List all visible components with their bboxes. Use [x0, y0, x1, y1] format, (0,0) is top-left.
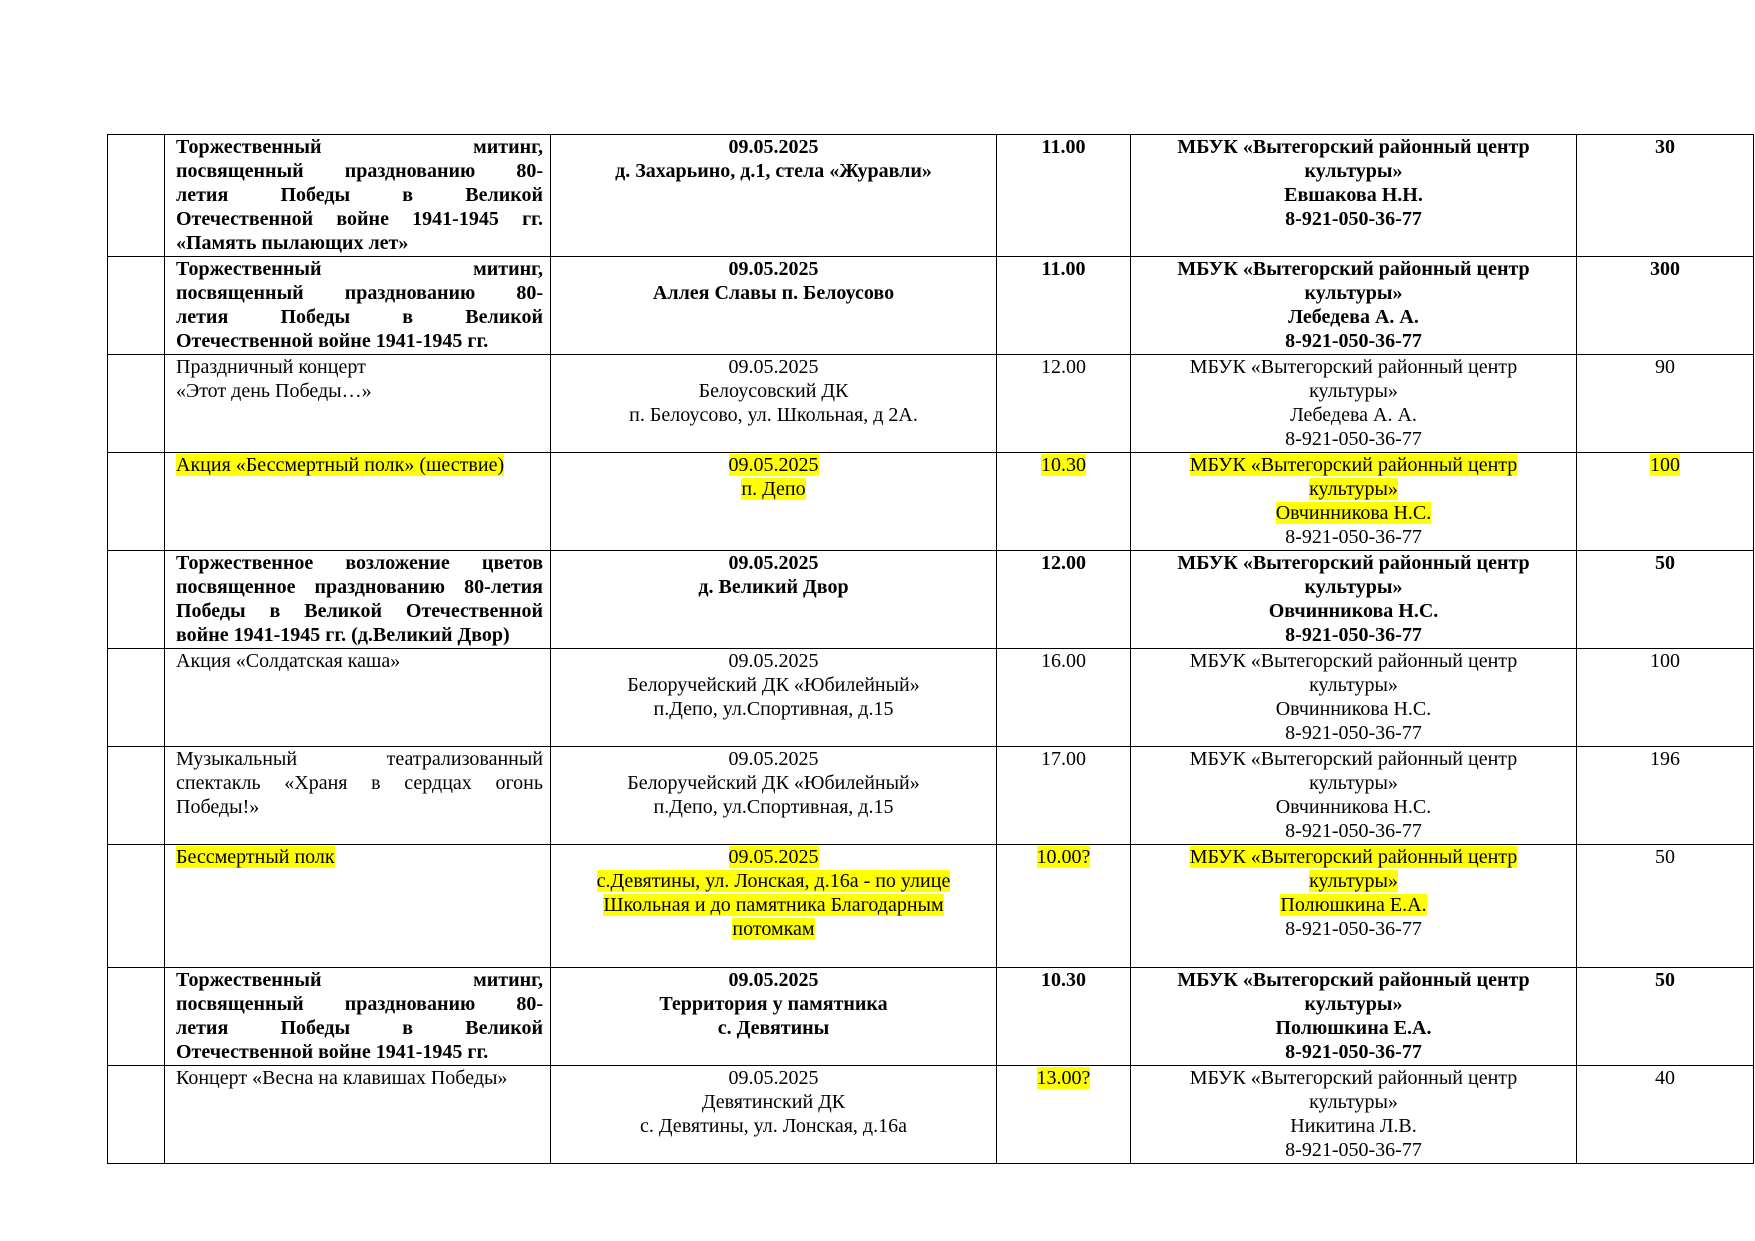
table-row [108, 453, 1754, 551]
organizer-name: культуры» [1309, 1091, 1398, 1113]
event-name-line [176, 1016, 543, 1040]
event-time: 16.00 [1041, 650, 1086, 672]
table-row [108, 355, 1754, 453]
event-name-line [176, 771, 543, 795]
event-name-text: посвященный празднованию 80- [176, 160, 543, 182]
event-name-line [176, 281, 543, 305]
table-row [108, 257, 1754, 355]
events-table [107, 134, 1754, 1164]
organizer-cell [1131, 551, 1577, 649]
time-cell [997, 845, 1131, 968]
event-name-line [176, 1040, 543, 1064]
event-name-line [176, 599, 543, 623]
event-place: п. Белоусово, ул. Школьная, д 2А. [629, 404, 918, 426]
row-number-cell [108, 355, 165, 453]
event-name-text: посвященный празднованию 80- [176, 282, 543, 304]
event-name-cell [165, 551, 551, 649]
event-name-line [176, 992, 543, 1016]
event-place: Девятинский ДК [701, 1091, 846, 1113]
events-table-body [108, 135, 1754, 1164]
participants-count: 50 [1655, 969, 1675, 991]
event-name-cell [165, 1066, 551, 1164]
organizer-name: МБУК «Вытегорский районный центр [1177, 969, 1530, 991]
row-number-cell [108, 257, 165, 355]
date-place-cell [551, 355, 997, 453]
event-date: 09.05.2025 [728, 650, 819, 672]
participants-count: 196 [1650, 748, 1680, 770]
event-time: 11.00 [1041, 258, 1086, 280]
participants-cell [1577, 968, 1754, 1066]
event-name-line [176, 305, 543, 329]
event-name-line [176, 747, 543, 771]
organizer-phone: 8-921-050-36-77 [1285, 330, 1422, 352]
organizer-name: культуры» [1304, 993, 1403, 1015]
organizer-cell [1131, 257, 1577, 355]
event-place: Белоручейский ДК «Юбилейный» [627, 674, 920, 696]
time-cell [997, 1066, 1131, 1164]
event-time: 10.00? [1036, 846, 1091, 868]
event-name-line [176, 379, 543, 403]
event-name-line [176, 795, 543, 819]
event-name-line [176, 231, 543, 255]
date-place-cell [551, 257, 997, 355]
organizer-name: МБУК «Вытегорский районный центр [1177, 258, 1530, 280]
organizer-name: культуры» [1309, 674, 1398, 696]
organizer-phone: 8-921-050-36-77 [1285, 820, 1422, 842]
event-name-cell [165, 355, 551, 453]
organizer-cell [1131, 1066, 1577, 1164]
participants-cell [1577, 649, 1754, 747]
event-name-cell [165, 968, 551, 1066]
organizer-phone: 8-921-050-36-77 [1285, 624, 1422, 646]
event-time: 12.00 [1041, 356, 1086, 378]
event-name-text: войне 1941-1945 гг. (д.Великий Двор) [176, 624, 510, 646]
row-number-cell [108, 135, 165, 257]
event-date: 09.05.2025 [728, 258, 819, 280]
participants-count: 100 [1650, 454, 1680, 476]
participants-count: 30 [1655, 136, 1675, 158]
organizer-name: культуры» [1309, 380, 1398, 402]
event-place: с. Девятины [717, 1017, 830, 1039]
organizer-name: культуры» [1304, 576, 1403, 598]
time-cell [997, 649, 1131, 747]
event-name-line [176, 183, 543, 207]
event-name-text: Бессмертный полк [176, 846, 335, 868]
date-place-cell [551, 453, 997, 551]
organizer-phone: 8-921-050-36-77 [1285, 1139, 1422, 1161]
organizer-phone: 8-921-050-36-77 [1285, 1041, 1422, 1063]
event-date: 09.05.2025 [728, 454, 819, 476]
row-number-cell [108, 968, 165, 1066]
event-time: 17.00 [1041, 748, 1086, 770]
organizer-name: культуры» [1304, 160, 1403, 182]
participants-count: 300 [1650, 258, 1680, 280]
participants-cell [1577, 355, 1754, 453]
event-place: с.Девятины, ул. Лонская, д.16а - по улице [596, 870, 951, 892]
time-cell [997, 257, 1131, 355]
event-place: п. Депо [741, 478, 806, 500]
event-name-line [176, 551, 543, 575]
table-row [108, 135, 1754, 257]
table-row [108, 845, 1754, 968]
event-place: д. Великий Двор [698, 576, 849, 598]
participants-cell [1577, 551, 1754, 649]
event-name-text: посвященное празднованию 80-летия [176, 576, 543, 598]
date-place-cell [551, 845, 997, 968]
event-name-line [176, 135, 543, 159]
date-place-cell [551, 135, 997, 257]
event-name-text: Победы!» [176, 796, 260, 818]
event-time: 11.00 [1041, 136, 1086, 158]
event-name-text: Победы в Великой Отечественной [176, 600, 543, 622]
event-date: 09.05.2025 [728, 1067, 819, 1089]
organizer-contact: Евшакова Н.Н. [1284, 184, 1423, 206]
event-place: Школьная и до памятника Благодарным [603, 894, 944, 916]
event-place: Территория у памятника [659, 993, 888, 1015]
organizer-contact: Лебедева А. А. [1288, 306, 1419, 328]
participants-count: 90 [1655, 356, 1675, 378]
event-date: 09.05.2025 [728, 356, 819, 378]
date-place-cell [551, 551, 997, 649]
participants-cell [1577, 453, 1754, 551]
organizer-name: культуры» [1309, 772, 1398, 794]
time-cell [997, 968, 1131, 1066]
time-cell [997, 355, 1131, 453]
event-name-text: Концерт «Весна на клавишах Победы» [176, 1067, 508, 1089]
organizer-name: МБУК «Вытегорский районный центр [1189, 1067, 1518, 1089]
event-date: 09.05.2025 [728, 969, 819, 991]
event-name-line [176, 623, 543, 647]
organizer-phone: 8-921-050-36-77 [1285, 722, 1422, 744]
row-number-cell [108, 453, 165, 551]
event-name-text: Торжественное возложение цветов [176, 552, 543, 574]
event-place: с. Девятины, ул. Лонская, д.16а [640, 1115, 907, 1137]
organizer-contact: Овчинникова Н.С. [1275, 796, 1432, 818]
event-name-cell [165, 257, 551, 355]
table-row [108, 1066, 1754, 1164]
organizer-cell [1131, 135, 1577, 257]
organizer-name: МБУК «Вытегорский районный центр [1177, 552, 1530, 574]
organizer-contact: Овчинникова Н.С. [1275, 502, 1432, 524]
event-name-text: Акция «Солдатская каша» [176, 650, 401, 672]
event-name-text: спектакль «Храня в сердцах огонь [176, 772, 543, 794]
event-time: 13.00? [1036, 1067, 1091, 1089]
organizer-name: культуры» [1304, 282, 1403, 304]
event-name-text: Праздничный концерт [176, 356, 366, 378]
organizer-phone: 8-921-050-36-77 [1285, 918, 1422, 940]
table-row [108, 968, 1754, 1066]
event-place: Белоручейский ДК «Юбилейный» [627, 772, 920, 794]
time-cell [997, 453, 1131, 551]
event-time: 10.30 [1041, 454, 1086, 476]
event-name-text: Отечественной войне 1941-1945 гг. [176, 330, 489, 352]
table-row [108, 551, 1754, 649]
row-number-cell [108, 649, 165, 747]
event-place: д. Захарьино, д.1, стела «Журавли» [615, 160, 932, 182]
event-name-cell [165, 649, 551, 747]
event-place: Аллея Славы п. Белоусово [652, 282, 895, 304]
date-place-cell [551, 1066, 997, 1164]
participants-count: 40 [1655, 1067, 1675, 1089]
event-name-text: Торжественный митинг, [176, 136, 543, 158]
participants-count: 50 [1655, 846, 1675, 868]
event-name-text: посвященный празднованию 80- [176, 993, 543, 1015]
organizer-contact: Овчинникова Н.С. [1268, 600, 1439, 622]
organizer-contact: Полюшкина Е.А. [1275, 1017, 1432, 1039]
event-name-text: Отечественной войне 1941-1945 гг. [176, 1041, 489, 1063]
event-name-text: «Память пылающих лет» [176, 232, 409, 254]
organizer-phone: 8-921-050-36-77 [1285, 526, 1422, 548]
event-place: Белоусовский ДК [698, 380, 849, 402]
event-date: 09.05.2025 [728, 748, 819, 770]
event-name-line [176, 1066, 543, 1090]
event-time: 10.30 [1041, 969, 1086, 991]
event-name-text: Музыкальный театрализованный [176, 748, 543, 770]
event-name-line [176, 159, 543, 183]
participants-cell [1577, 1066, 1754, 1164]
event-name-text: летия Победы в Великой [176, 306, 543, 328]
event-name-text: летия Победы в Великой [176, 1017, 543, 1039]
event-place: потомкам [732, 918, 815, 940]
participants-count: 100 [1650, 650, 1680, 672]
organizer-cell [1131, 747, 1577, 845]
time-cell [997, 135, 1131, 257]
organizer-name: МБУК «Вытегорский районный центр [1189, 454, 1518, 476]
participants-cell [1577, 135, 1754, 257]
organizer-cell [1131, 649, 1577, 747]
row-number-cell [108, 747, 165, 845]
event-name-line [176, 845, 543, 869]
row-number-cell [108, 551, 165, 649]
participants-count: 50 [1655, 552, 1675, 574]
event-name-text: летия Победы в Великой [176, 184, 543, 206]
organizer-contact: Овчинникова Н.С. [1275, 698, 1432, 720]
event-name-line [176, 207, 543, 231]
organizer-name: МБУК «Вытегорский районный центр [1189, 846, 1518, 868]
event-name-line [176, 968, 543, 992]
organizer-cell [1131, 845, 1577, 968]
event-name-line [176, 257, 543, 281]
event-name-line [176, 575, 543, 599]
organizer-name: культуры» [1309, 478, 1398, 500]
event-name-cell [165, 747, 551, 845]
organizer-name: МБУК «Вытегорский районный центр [1189, 650, 1518, 672]
organizer-contact: Никитина Л.В. [1290, 1115, 1417, 1137]
organizer-contact: Лебедева А. А. [1290, 404, 1417, 426]
table-row [108, 649, 1754, 747]
event-name-line [176, 649, 543, 673]
date-place-cell [551, 968, 997, 1066]
organizer-cell [1131, 355, 1577, 453]
organizer-phone: 8-921-050-36-77 [1285, 428, 1422, 450]
date-place-cell [551, 649, 997, 747]
event-date: 09.05.2025 [728, 136, 819, 158]
row-number-cell [108, 845, 165, 968]
time-cell [997, 551, 1131, 649]
organizer-name: МБУК «Вытегорский районный центр [1189, 748, 1518, 770]
event-name-cell [165, 845, 551, 968]
organizer-contact: Полюшкина Е.А. [1280, 894, 1427, 916]
event-name-text: Отечественной войне 1941-1945 гг. [176, 208, 543, 230]
event-date: 09.05.2025 [728, 552, 819, 574]
event-name-cell [165, 453, 551, 551]
organizer-name: культуры» [1309, 870, 1398, 892]
event-name-text: Торжественный митинг, [176, 969, 543, 991]
event-name-cell [165, 135, 551, 257]
participants-cell [1577, 747, 1754, 845]
event-place: п.Депо, ул.Спортивная, д.15 [653, 796, 894, 818]
organizer-name: МБУК «Вытегорский районный центр [1189, 356, 1518, 378]
event-name-text: «Этот день Победы…» [176, 380, 372, 402]
time-cell [997, 747, 1131, 845]
event-date: 09.05.2025 [728, 846, 819, 868]
event-name-text: Торжественный митинг, [176, 258, 543, 280]
row-number-cell [108, 1066, 165, 1164]
organizer-cell [1131, 968, 1577, 1066]
participants-cell [1577, 257, 1754, 355]
event-time: 12.00 [1041, 552, 1086, 574]
date-place-cell [551, 747, 997, 845]
event-name-text: Акция «Бессмертный полк» (шествие) [176, 454, 505, 476]
event-name-line [176, 453, 543, 477]
organizer-cell [1131, 453, 1577, 551]
table-row [108, 747, 1754, 845]
event-place: п.Депо, ул.Спортивная, д.15 [653, 698, 894, 720]
organizer-name: МБУК «Вытегорский районный центр [1177, 136, 1530, 158]
event-name-line [176, 355, 543, 379]
participants-cell [1577, 845, 1754, 968]
organizer-phone: 8-921-050-36-77 [1285, 208, 1422, 230]
event-name-line [176, 329, 543, 353]
